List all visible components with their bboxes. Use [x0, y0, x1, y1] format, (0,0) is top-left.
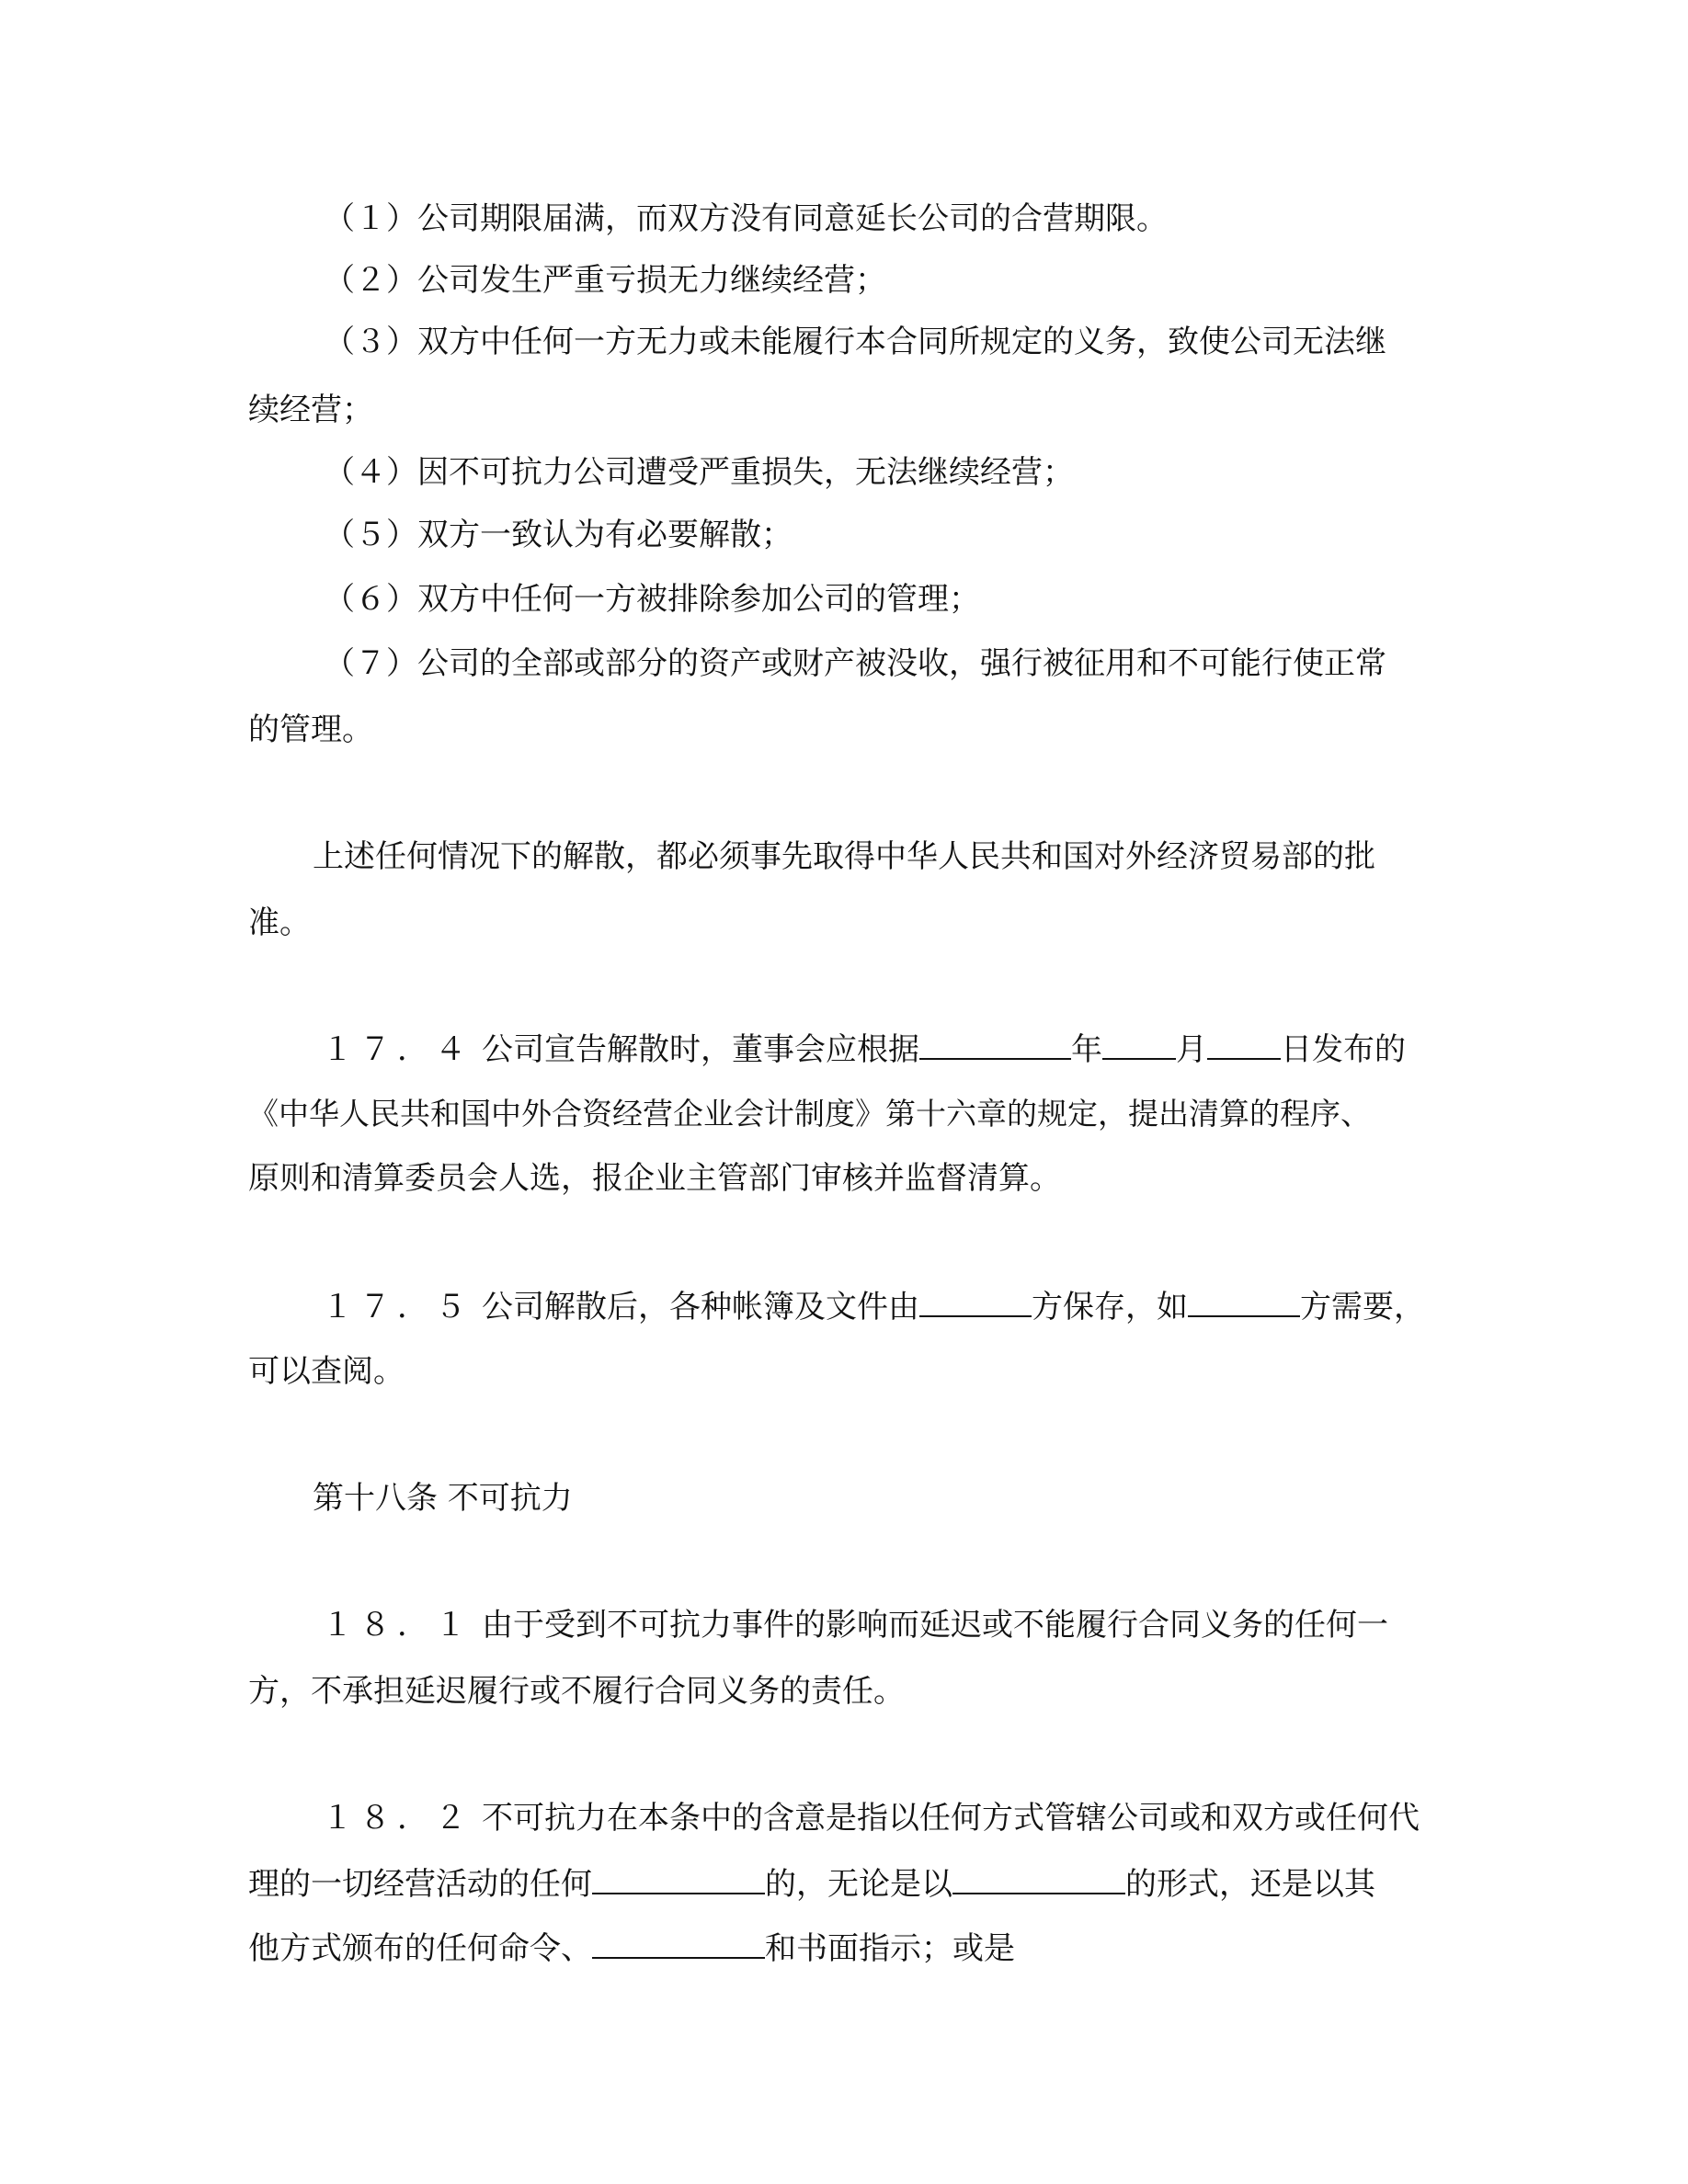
clause-17-4-text: 公司宣告解散时，董事会应根据 — [482, 1031, 919, 1068]
clause-17-4-line2: 《中华人民共和国中外合资经营企业会计制度》第十六章的规定，提出清算的程序、 — [248, 1096, 1371, 1132]
clause-17-4-line3: 原则和清算委员会人选，报企业主管部门审核并监督清算。 — [248, 1160, 1061, 1197]
year-blank[interactable] — [919, 1030, 1071, 1060]
clause-18-2-text: 不可抗力在本条中的含意是指以任何方式管辖公司或和双方或任何代 — [482, 1800, 1420, 1837]
clause-18-1-text: 由于受到不可抗力事件的影响而延迟或不能履行合同义务的任何一 — [482, 1607, 1388, 1644]
clause-17-5-text-b: 方保存，如 — [1032, 1289, 1188, 1325]
month-label: 月 — [1176, 1031, 1207, 1068]
approval-paragraph: 上述任何情况下的解散，都必须事先取得中华人民共和国对外经济贸易部的批 — [313, 838, 1375, 875]
requesting-party-blank[interactable] — [1188, 1288, 1300, 1317]
clause-17-5-text-c: 方需要， — [1300, 1289, 1425, 1325]
approval-paragraph-cont: 准。 — [248, 904, 311, 941]
list-item-3-cont: 续经营； — [248, 392, 373, 428]
clause-18-2-line3 — [248, 1928, 1015, 1969]
clause-17-4-number: １７．４ — [322, 1031, 473, 1068]
list-item-5: （５）双方一致认为有必要解散； — [324, 517, 793, 553]
month-blank[interactable] — [1102, 1030, 1176, 1060]
blank-1[interactable] — [592, 1865, 765, 1894]
clause-18-2-line2 — [248, 1864, 1375, 1905]
clause-17-5-text: 公司解散后，各种帐簿及文件由 — [482, 1289, 919, 1325]
clause-17-5-line1 — [322, 1287, 1425, 1327]
list-item-2: （２）公司发生严重亏损无力继续经营； — [324, 262, 886, 299]
list-item-7-cont: 的管理。 — [248, 711, 373, 748]
clause-18-1-line1 — [322, 1605, 1388, 1645]
clause-18-2-text-c: 的形式，还是以其 — [1125, 1866, 1375, 1903]
clause-18-2-text-e: 和书面指示；或是 — [765, 1930, 1015, 1967]
keeper-party-blank[interactable] — [919, 1288, 1032, 1317]
list-item-6: （６）双方中任何一方被排除参加公司的管理； — [324, 581, 980, 618]
list-item-7: （７）公司的全部或部分的资产或财产被没收，强行被征用和不可能行使正常 — [324, 645, 1386, 682]
clause-18-1-number: １８．１ — [322, 1607, 473, 1644]
day-blank[interactable] — [1207, 1030, 1281, 1060]
clause-18-2-text-a: 理的一切经营活动的任何 — [248, 1866, 592, 1903]
article-18-heading: 第十八条 不可抗力 — [313, 1480, 573, 1517]
day-label: 日发布的 — [1281, 1031, 1406, 1068]
blank-3[interactable] — [592, 1929, 765, 1959]
clause-18-1-line2: 方，不承担延迟履行或不履行合同义务的责任。 — [248, 1673, 905, 1710]
clause-18-2-line1 — [322, 1798, 1420, 1838]
clause-18-2-text-b: 的，无论是以 — [765, 1866, 952, 1903]
blank-2[interactable] — [952, 1865, 1125, 1894]
clause-17-4-line1 — [322, 1029, 1406, 1070]
year-label: 年 — [1071, 1031, 1102, 1068]
clause-18-2-text-d: 他方式颁布的任何命令、 — [248, 1930, 592, 1967]
clause-18-2-number: １８．２ — [322, 1800, 473, 1837]
clause-17-5-number: １７．５ — [322, 1289, 473, 1325]
list-item-3: （３）双方中任何一方无力或未能履行本合同所规定的义务，致使公司无法继 — [324, 324, 1386, 360]
list-item-1: （１）公司期限届满，而双方没有同意延长公司的合营期限。 — [324, 200, 1168, 237]
clause-17-5-line2: 可以查阅。 — [248, 1353, 405, 1390]
list-item-4: （４）因不可抗力公司遭受严重损失，无法继续经营； — [324, 454, 1074, 491]
